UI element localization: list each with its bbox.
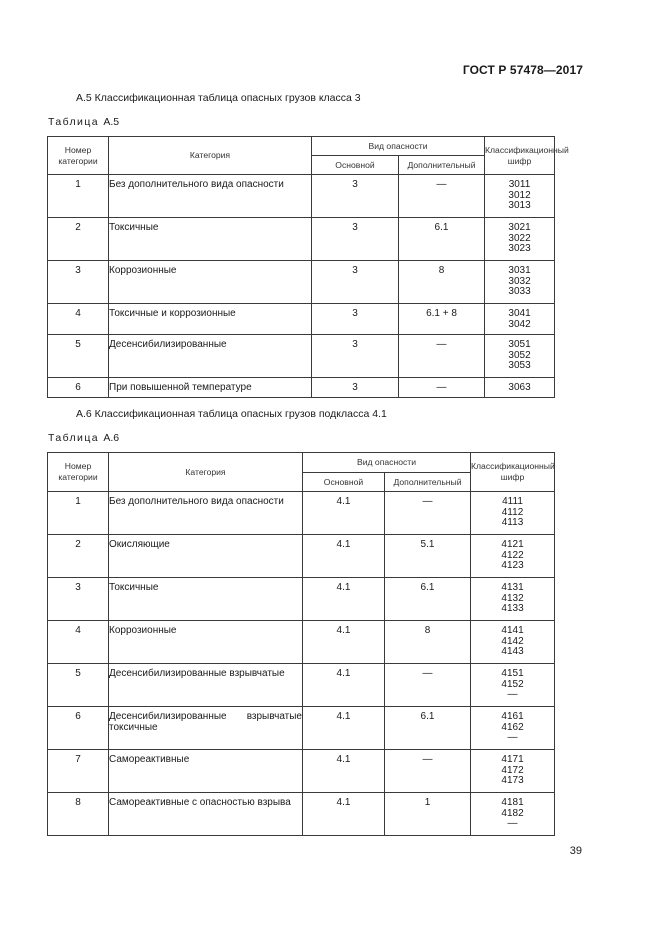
category-number-cell: 4 bbox=[48, 304, 109, 335]
classification-code-cell bbox=[471, 664, 555, 707]
primary-hazard-cell: 4.1 bbox=[303, 578, 385, 621]
classification-code: — bbox=[507, 689, 518, 701]
classification-code-cell bbox=[471, 707, 555, 750]
classification-code: 4131 bbox=[501, 582, 524, 593]
primary-hazard-cell: 4.1 bbox=[303, 535, 385, 578]
additional-hazard-cell: 1 bbox=[385, 793, 471, 836]
classification-code-cell bbox=[485, 175, 555, 218]
primary-hazard-cell: 3 bbox=[312, 378, 399, 398]
additional-hazard-cell: 8 bbox=[385, 621, 471, 664]
section-caption-a6: А.6 Классификационная таблица опасных грузов подкласса 4.1 bbox=[76, 408, 387, 420]
classification-code: 4111 bbox=[502, 496, 523, 507]
primary-hazard-cell: 3 bbox=[312, 218, 399, 261]
additional-hazard-cell: 6.1 bbox=[385, 707, 471, 750]
classification-code-cell bbox=[485, 304, 555, 335]
classification-code: 4173 bbox=[501, 775, 524, 787]
table-row bbox=[48, 750, 555, 793]
table-row bbox=[48, 261, 555, 304]
category-number-cell: 6 bbox=[48, 707, 109, 750]
additional-hazard-cell: — bbox=[399, 378, 485, 398]
column-header-primary: Основной bbox=[312, 156, 399, 175]
classification-code: 4133 bbox=[501, 603, 524, 615]
additional-hazard-cell: — bbox=[385, 492, 471, 535]
additional-hazard-cell: 5.1 bbox=[385, 535, 471, 578]
classification-code-cell bbox=[485, 261, 555, 304]
table-row bbox=[48, 793, 555, 836]
additional-hazard-cell: — bbox=[385, 750, 471, 793]
page-number: 39 bbox=[569, 845, 582, 857]
column-header-code: Классификационный шифр bbox=[485, 137, 555, 175]
primary-hazard-cell: 3 bbox=[312, 304, 399, 335]
additional-hazard-cell: — bbox=[399, 335, 485, 378]
table-row bbox=[48, 378, 555, 398]
additional-hazard-cell: 6.1 bbox=[399, 218, 485, 261]
classification-code: 4113 bbox=[501, 517, 524, 529]
category-name-cell: Токсичные bbox=[109, 218, 312, 261]
primary-hazard-cell: 4.1 bbox=[303, 793, 385, 836]
classification-code: 4122 bbox=[501, 549, 524, 561]
category-number-cell: 1 bbox=[48, 492, 109, 535]
classification-code: 3013 bbox=[508, 200, 531, 212]
classification-code: 3022 bbox=[508, 232, 531, 244]
table-label: Таблица bbox=[48, 116, 99, 128]
category-number-cell: 6 bbox=[48, 378, 109, 398]
classification-code-cell bbox=[471, 621, 555, 664]
additional-hazard-cell: — bbox=[399, 175, 485, 218]
category-name-cell: Самореактивные bbox=[109, 750, 303, 793]
primary-hazard-cell: 4.1 bbox=[303, 707, 385, 750]
classification-code: 4182 bbox=[501, 807, 524, 819]
category-number-cell: 4 bbox=[48, 621, 109, 664]
classification-table-subclass-4-1 bbox=[47, 452, 555, 836]
additional-hazard-cell: 6.1 + 8 bbox=[399, 304, 485, 335]
classification-code: 4142 bbox=[501, 635, 524, 647]
column-header-additional: Дополнительный bbox=[399, 156, 485, 175]
document-standard-number: ГОСТ Р 57478—2017 bbox=[462, 63, 583, 77]
classification-code: 3052 bbox=[508, 349, 531, 361]
column-header-category: Категория bbox=[109, 453, 303, 492]
primary-hazard-cell: 4.1 bbox=[303, 750, 385, 793]
category-number-cell: 2 bbox=[48, 535, 109, 578]
classification-code-cell bbox=[485, 218, 555, 261]
category-number-cell: 5 bbox=[48, 335, 109, 378]
category-number-cell: 3 bbox=[48, 261, 109, 304]
classification-code: 4151 bbox=[501, 668, 524, 679]
table-row bbox=[48, 335, 555, 378]
classification-code: 3053 bbox=[508, 360, 531, 372]
classification-code: 3012 bbox=[508, 189, 531, 201]
category-name-cell: Десенсибилизированные bbox=[109, 335, 312, 378]
table-row bbox=[48, 535, 555, 578]
additional-hazard-cell: 6.1 bbox=[385, 578, 471, 621]
classification-code: 4152 bbox=[501, 678, 524, 690]
column-header-number: Номер категории bbox=[48, 453, 109, 492]
primary-hazard-cell: 3 bbox=[312, 335, 399, 378]
table-number: А.6 bbox=[103, 432, 120, 444]
table-row bbox=[48, 664, 555, 707]
additional-hazard-cell: — bbox=[385, 664, 471, 707]
section-caption-a5: А.5 Классификационная таблица опасных грузов класса 3 bbox=[76, 92, 361, 104]
classification-code-cell bbox=[471, 793, 555, 836]
classification-code: 4171 bbox=[501, 754, 524, 765]
primary-hazard-cell: 3 bbox=[312, 261, 399, 304]
classification-code: 4112 bbox=[501, 506, 524, 518]
category-name-cell: Десенсибилизированные взрывчатые bbox=[109, 664, 303, 707]
classification-code: — bbox=[507, 732, 518, 744]
column-header-hazard-type: Вид опасности bbox=[312, 137, 485, 156]
category-name-cell: Токсичные и коррозионные bbox=[109, 304, 312, 335]
classification-code: 3042 bbox=[508, 318, 531, 330]
table-label: Таблица bbox=[48, 432, 99, 444]
classification-table-class-3 bbox=[47, 136, 569, 398]
table-row bbox=[48, 492, 555, 535]
classification-code: 3051 bbox=[508, 339, 531, 350]
classification-code: 3031 bbox=[508, 265, 531, 276]
classification-code: 4181 bbox=[501, 797, 524, 808]
category-number-cell: 1 bbox=[48, 175, 109, 218]
category-name-cell: Окисляющие bbox=[109, 535, 303, 578]
column-header-hazard-type: Вид опасности bbox=[303, 453, 471, 473]
classification-code-cell bbox=[471, 750, 555, 793]
category-number-cell: 3 bbox=[48, 578, 109, 621]
column-header-category: Категория bbox=[109, 137, 312, 175]
classification-code-cell bbox=[471, 578, 555, 621]
primary-hazard-cell: 4.1 bbox=[303, 621, 385, 664]
classification-code: 3032 bbox=[508, 275, 531, 287]
category-name-cell: Самореактивные с опасностью взрыва bbox=[109, 793, 303, 836]
classification-code: 4162 bbox=[501, 721, 524, 733]
table-row bbox=[48, 304, 555, 335]
column-header-additional: Дополнительный bbox=[385, 473, 471, 492]
classification-code: 3011 bbox=[508, 179, 531, 190]
category-number-cell: 8 bbox=[48, 793, 109, 836]
classification-code: 4121 bbox=[501, 539, 524, 550]
table-title-a5 bbox=[48, 116, 119, 128]
classification-code-cell bbox=[485, 335, 555, 378]
column-header-number: Номер категории bbox=[48, 137, 109, 175]
category-name-cell: Коррозионные bbox=[109, 261, 312, 304]
category-number-cell: 5 bbox=[48, 664, 109, 707]
table-row bbox=[48, 578, 555, 621]
classification-code: 4143 bbox=[501, 646, 524, 658]
classification-code-cell bbox=[471, 535, 555, 578]
table-number: А.5 bbox=[103, 116, 120, 128]
classification-code: 3033 bbox=[508, 286, 531, 298]
classification-code: 3021 bbox=[508, 222, 531, 233]
category-name-cell: Без дополнительного вида опасности bbox=[109, 492, 303, 535]
classification-code: 4161 bbox=[501, 711, 524, 722]
primary-hazard-cell: 3 bbox=[312, 175, 399, 218]
table-row bbox=[48, 707, 555, 750]
category-name-cell: Токсичные bbox=[109, 578, 303, 621]
classification-code: 3023 bbox=[508, 243, 531, 255]
classification-code: 4172 bbox=[501, 764, 524, 776]
classification-code: 4141 bbox=[501, 625, 524, 636]
column-header-code: Классификационный шифр bbox=[471, 453, 555, 492]
classification-code: — bbox=[507, 818, 518, 830]
table-row bbox=[48, 621, 555, 664]
primary-hazard-cell: 4.1 bbox=[303, 492, 385, 535]
category-name-cell: Десенсибилизированные взрывчатые токсичные bbox=[109, 707, 303, 750]
classification-code: 3063 bbox=[508, 382, 531, 393]
table-title-a6 bbox=[48, 432, 119, 444]
category-name-cell: Без дополнительного вида опасности bbox=[109, 175, 312, 218]
classification-code-cell bbox=[471, 492, 555, 535]
table-row bbox=[48, 218, 555, 261]
classification-code: 4132 bbox=[501, 592, 524, 604]
additional-hazard-cell: 8 bbox=[399, 261, 485, 304]
category-number-cell: 2 bbox=[48, 218, 109, 261]
classification-code-cell bbox=[485, 378, 555, 398]
classification-code: 4123 bbox=[501, 560, 524, 572]
category-name-cell: Коррозионные bbox=[109, 621, 303, 664]
category-name-cell: При повышенной температуре bbox=[109, 378, 312, 398]
column-header-primary: Основной bbox=[303, 473, 385, 492]
category-number-cell: 7 bbox=[48, 750, 109, 793]
primary-hazard-cell: 4.1 bbox=[303, 664, 385, 707]
classification-code: 3041 bbox=[508, 308, 531, 319]
table-row bbox=[48, 175, 555, 218]
